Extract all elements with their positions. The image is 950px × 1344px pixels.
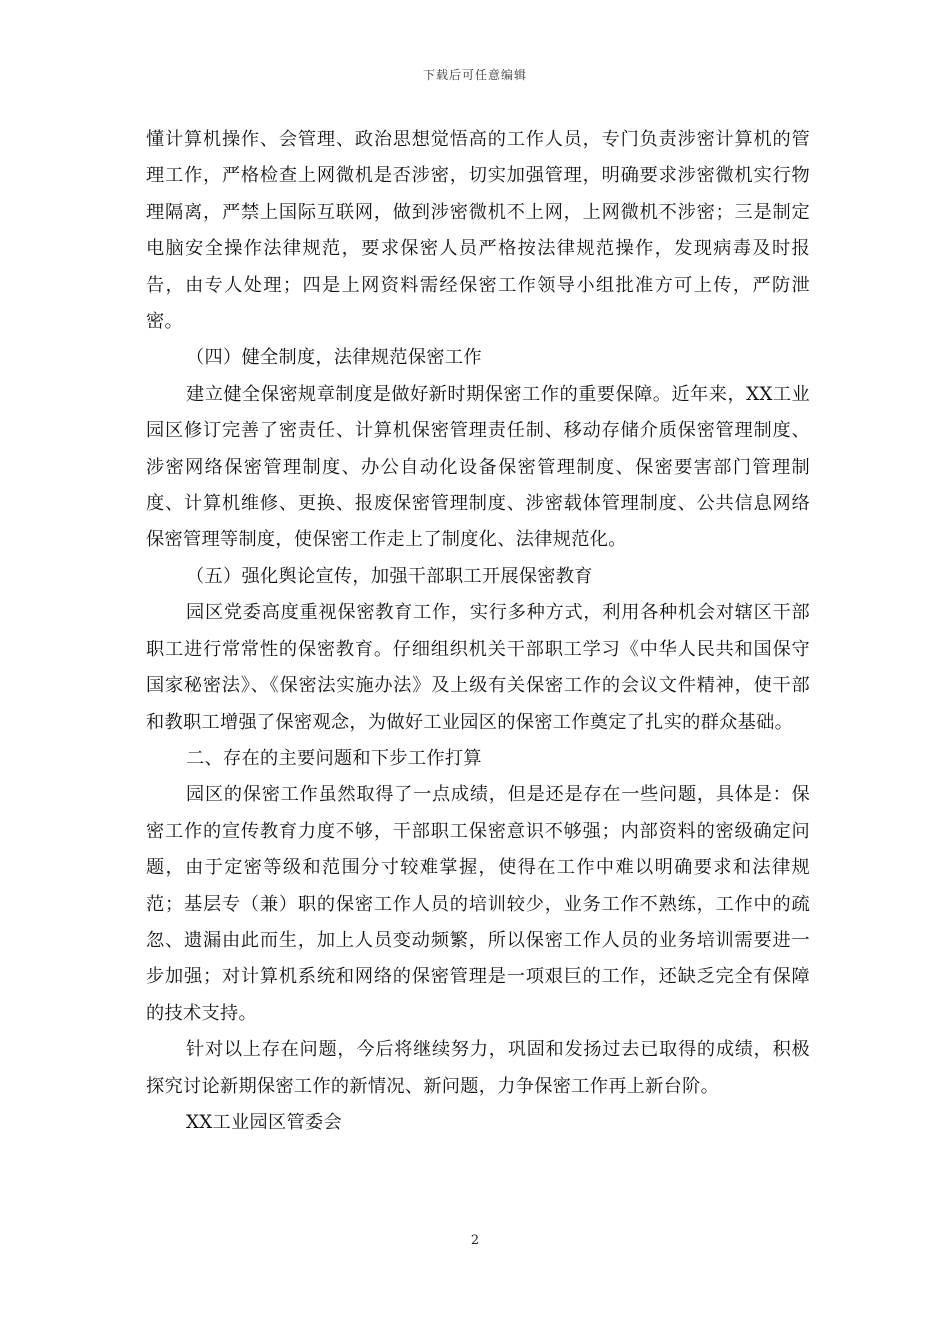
paragraph-problems: 园区的保密工作虽然取得了一点成绩，但是还是存在一些问题，具体是：保密工作的宣传教育力度不够，干部职工保密意识不够强；内部资料的密级确定问题，由于定密等级和范围分寸较难掌握，使得在工作中难以明确要求和法律规范；基层专（兼）职的保密工作人员的培训较少，业务工作不熟练，工作中的疏忽、遗漏由此而生，加上人员变动频繁，所以保密工作人员的业务培训需要进一步加强；对计算机系统和网络的保密管理是一项艰巨的工作，还缺乏完全有保障的技术支持。	[146, 784, 810, 1024]
section-heading-problems: 二、存在的主要问题和下步工作打算	[186, 747, 482, 769]
section-heading-5: （五）强化舆论宣传，加强干部职工开展保密教育	[186, 565, 593, 587]
page-number: 2	[470, 1233, 480, 1248]
signature-organization: XX工业园区管委会	[186, 1111, 342, 1133]
document-body	[146, 122, 810, 1141]
paragraph-continuation: 懂计算机操作、会管理、政治思想觉悟高的工作人员，专门负责涉密计算机的管理工作，严格检查上网微机是否涉密，切实加强管理，明确要求涉密微机实行物理隔离，严禁上国际互联网，做到涉密微机不上网，上网微机不涉密；三是制定电脑安全操作法律规范，要求保密人员严格按法律规范操作，发现病毒及时报告，由专人处理；四是上网资料需经保密工作领导小组批准方可上传，严防泄密。	[146, 129, 810, 333]
paragraph-plans: 针对以上存在问题，今后将继续努力，巩固和发扬过去已取得的成绩，积极探究讨论新期保密工作的新情况、新问题，力争保密工作再上新台阶。	[146, 1039, 810, 1097]
paragraph-regulations: 建立健全保密规章制度是做好新时期保密工作的重要保障。近年来，XX工业园区修订完善了密责任、计算机保密管理责任制、移动存储介质保密管理制度、涉密网络保密管理制度、办公自动化设备保密管理制度、保密要害部门管理制度、计算机维修、更换、报废保密管理制度、涉密载体管理制度、公共信息网络保密管理等制度，使保密工作走上了制度化、法律规范化。	[146, 383, 810, 551]
section-heading-4: （四）健全制度，法律规范保密工作	[186, 347, 482, 369]
page-header: 下载后可任意编辑	[422, 68, 527, 82]
paragraph-education: 园区党委高度重视保密教育工作，实行多种方式，利用各种机会对辖区干部职工进行常常性的保密教育。仔细组织机关干部职工学习《中华人民共和国保守国家秘密法》、《保密法实施办法》及上级有关保密工作的会议文件精神，使干部和教职工增强了保密观念，为做好工业园区的保密工作奠定了扎实的群众基础。	[146, 602, 810, 733]
